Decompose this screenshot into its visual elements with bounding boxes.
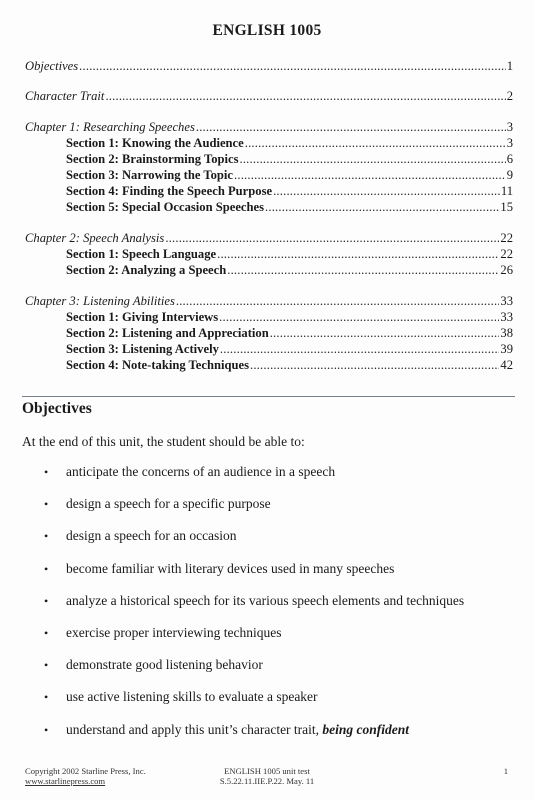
toc-leader-dots (176, 293, 500, 309)
footer-center (0, 766, 534, 786)
list-item-text: design a speech for a specific purpose (66, 496, 271, 512)
list-item (44, 624, 514, 656)
toc-page-number: 1 (506, 59, 513, 73)
toc-label: Section 4: Note-taking Techniques (66, 358, 249, 372)
bullet-icon: • (44, 561, 49, 576)
toc-page-number: 22 (500, 247, 513, 261)
toc-entry-section[interactable] (25, 325, 513, 341)
toc-label: Section 2: Brainstorming Topics (66, 152, 239, 166)
toc-entry-section[interactable] (25, 262, 513, 278)
toc-entry-section[interactable] (25, 357, 513, 373)
toc-leader-dots (105, 88, 505, 104)
bullet-icon: • (44, 593, 49, 608)
bullet-icon: • (44, 722, 49, 737)
toc-page-number: 15 (500, 200, 513, 214)
toc-label: Section 5: Special Occasion Speeches (66, 200, 264, 214)
toc-page-number: 3 (506, 120, 513, 134)
copyright-text: Copyright 2002 Starline Press, Inc. (25, 766, 146, 776)
toc-page-number: 26 (500, 263, 513, 277)
toc-page-number: 42 (500, 358, 513, 372)
toc-leader-dots (234, 167, 506, 183)
page-number: 1 (503, 766, 508, 776)
toc-leader-dots (270, 325, 500, 341)
list-item-text: understand and apply this unit’s character trait, (66, 721, 323, 737)
toc-entry-chapter-1[interactable] (25, 119, 513, 135)
toc-page-number: 11 (500, 184, 513, 198)
list-item-text: become familiar with literary devices used in many speeches (66, 560, 395, 576)
list-item-text: exercise proper interviewing techniques (66, 624, 282, 640)
objectives-list (44, 463, 514, 753)
list-item (44, 592, 514, 624)
list-item (44, 656, 514, 688)
toc-label: Chapter 3: Listening Abilities (25, 294, 175, 308)
toc-entry-objectives[interactable] (25, 58, 513, 74)
toc-page-number: 6 (506, 152, 513, 166)
toc-label: Section 1: Giving Interviews (66, 310, 219, 324)
table-of-contents (25, 58, 513, 373)
toc-entry-section[interactable] (25, 341, 513, 357)
toc-label: Section 2: Listening and Appreciation (66, 326, 269, 340)
list-item-text: anticipate the concerns of an audience in a speech (66, 464, 336, 479)
unit-test-label: ENGLISH 1005 unit test (224, 766, 310, 776)
toc-leader-dots (219, 309, 499, 325)
toc-entry-section[interactable] (25, 199, 513, 215)
list-item (44, 560, 514, 592)
toc-entry-section[interactable] (25, 309, 513, 325)
list-item-text: demonstrate good listening behavior (66, 657, 263, 673)
list-item-text: use active listening skills to evaluate a speaker (66, 689, 318, 705)
toc-page-number: 3 (506, 136, 513, 150)
objectives-heading: Objectives (22, 400, 92, 417)
bullet-icon: • (44, 658, 49, 673)
toc-leader-dots (217, 246, 499, 262)
website-link[interactable]: www.starlinepress.com (25, 776, 106, 786)
toc-leader-dots (245, 135, 506, 151)
bullet-icon: • (44, 465, 49, 479)
section-divider (22, 396, 515, 397)
list-item (44, 721, 514, 753)
character-trait-emphasis: being confident (322, 721, 410, 737)
toc-leader-dots (196, 119, 506, 135)
toc-page-number: 9 (506, 168, 513, 182)
toc-label: Section 1: Knowing the Audience (66, 136, 244, 150)
toc-entry-section[interactable] (25, 151, 513, 167)
toc-leader-dots (250, 357, 499, 373)
document-code: S.5.22.11.IIE.P.22. May. 11 (219, 776, 315, 786)
toc-label: Chapter 2: Speech Analysis (25, 231, 165, 245)
toc-leader-dots (79, 58, 506, 74)
toc-leader-dots (239, 151, 505, 167)
toc-label: Section 1: Speech Language (66, 247, 217, 261)
toc-leader-dots (165, 230, 499, 246)
bullet-icon: • (44, 625, 49, 640)
list-item (44, 495, 514, 527)
list-item-text: analyze a historical speech for its various speech elements and techniques (66, 592, 465, 608)
toc-entry-section[interactable] (25, 135, 513, 151)
toc-label: Section 4: Finding the Speech Purpose (66, 184, 273, 198)
toc-page-number: 39 (500, 342, 513, 356)
page-title: ENGLISH 1005 (212, 22, 322, 39)
list-item (44, 688, 514, 720)
bullet-icon: • (44, 497, 49, 512)
toc-label: Character Trait (25, 89, 105, 103)
toc-label: Section 2: Analyzing a Speech (66, 263, 227, 277)
toc-label: Section 3: Listening Actively (66, 342, 219, 356)
toc-page-number: 38 (500, 326, 513, 340)
toc-entry-chapter-3[interactable] (25, 293, 513, 309)
toc-page-number: 22 (500, 231, 513, 245)
toc-page-number: 33 (500, 310, 513, 324)
toc-entry-chapter-2[interactable] (25, 230, 513, 246)
toc-entry-section[interactable] (25, 167, 513, 183)
toc-entry-section[interactable] (25, 183, 513, 199)
toc-label: Section 3: Narrowing the Topic (66, 168, 233, 182)
list-item-text: design a speech for an occasion (66, 528, 237, 544)
toc-page-number: 33 (500, 294, 513, 308)
bullet-icon: • (44, 529, 49, 544)
list-item (44, 527, 514, 559)
toc-leader-dots (273, 183, 500, 199)
toc-label: Objectives (25, 59, 79, 73)
toc-entry-character-trait[interactable] (25, 88, 513, 104)
toc-page-number: 2 (506, 89, 513, 103)
toc-label: Chapter 1: Researching Speeches (25, 120, 195, 134)
toc-leader-dots (265, 199, 499, 215)
bullet-icon: • (44, 690, 49, 705)
toc-leader-dots (227, 262, 499, 278)
list-item (44, 463, 514, 495)
toc-leader-dots (220, 341, 500, 357)
objectives-intro: At the end of this unit, the student should be able to: (22, 434, 305, 449)
toc-entry-section[interactable] (25, 246, 513, 262)
